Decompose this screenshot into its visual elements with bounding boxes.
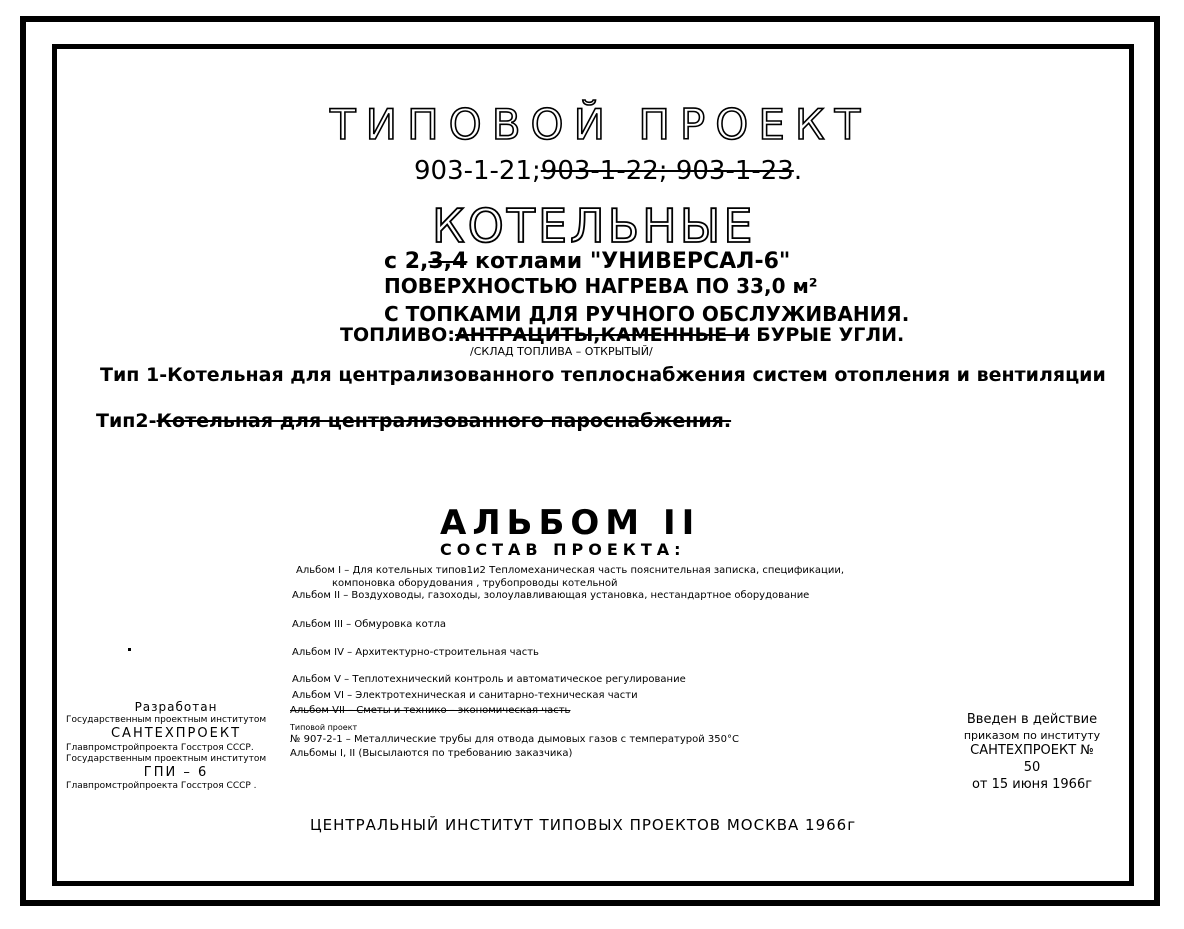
developer-line: Государственным проектным институтом (66, 753, 267, 764)
approval-block (962, 712, 1102, 794)
album-list-item: Альбом VII – Сметы и технико – экономическая часть (290, 705, 571, 716)
type-1-line: Тип 1-Котельная для централизованного теплоснабжения систем отопления и вентиляции (100, 364, 1106, 386)
developer-line: Государственным проектным институтом (66, 715, 267, 725)
album-list-item: Альбомы I, II (Высылаются по требованию заказчика) (290, 748, 573, 759)
album-list-item: Альбом VI – Электротехническая и санитарно-техническая части (292, 690, 638, 701)
album-list-item: Альбом I – Для котельных типов1и2 Тепломеханическая часть пояснительная записка, спецификации, (296, 565, 845, 576)
album-list-item: Альбом III – Обмуровка котла (292, 619, 447, 630)
album-list-item: компоновка оборудования , трубопроводы котельной (332, 578, 618, 589)
fuel-line (340, 326, 904, 345)
storage-note: /СКЛАД ТОПЛИВА – ОТКРЫТЫЙ/ (470, 345, 653, 358)
album-list-item: Типовой проект (290, 723, 358, 732)
boiler-line-post: котлами "УНИВЕРСАЛ-6" (467, 249, 791, 274)
type-2-struck: Котельная для централизованного пароснабжения. (156, 410, 732, 432)
album-list-item: Альбом V – Теплотехнический контроль и автоматическое регулирование (292, 674, 686, 685)
album-heading: АЛЬБОМ II (440, 503, 701, 543)
heating-surface-line: ПОВЕРХНОСТЬЮ НАГРЕВА ПО 33,0 м² (384, 274, 818, 298)
project-codes (414, 158, 802, 184)
struck-codes: 903-1-22; 903-1-23 (540, 156, 794, 186)
type-2-pre: Тип2- (96, 410, 157, 432)
approval-line: Введен в действие (966, 712, 1098, 727)
album-list-item: Альбом II – Воздуховоды, газоходы, золоулавливающая установка, нестандартное оборудование (292, 590, 810, 601)
fuel-line-struck: АНТРАЦИТЫ,КАМЕННЫЕ И (454, 324, 750, 346)
developer-institute-2: ГПИ – 6 (143, 765, 209, 780)
codes-end: . (793, 156, 803, 186)
boiler-line (384, 251, 790, 273)
album-list-item: № 907-2-1 – Металлические трубы для отвода дымовых газов с температурой 350°С (290, 734, 739, 745)
boiler-line-pre: с 2, (384, 249, 429, 274)
developer-head: Разработан (134, 700, 218, 714)
album-list-item: Альбом IV – Архитектурно-строительная часть (292, 647, 539, 658)
composition-heading: СОСТАВ ПРОЕКТА: (440, 540, 686, 559)
type-2-line (96, 412, 731, 431)
approval-order: САНТЕХПРОЕКТ № 50 (970, 743, 1094, 776)
footer-institute: ЦЕНТРАЛЬНЫЙ ИНСТИТУТ ТИПОВЫХ ПРОЕКТОВ МОСКВА 1966г (310, 816, 857, 834)
developer-institute: САНТЕХПРОЕКТ (110, 726, 242, 742)
ink-dot (128, 648, 131, 651)
fuel-line-post: БУРЫЕ УГЛИ. (749, 324, 905, 346)
fuel-line-pre: ТОПЛИВО: (340, 324, 455, 346)
project-name: КОТЕЛЬНЫЕ (432, 199, 756, 253)
developer-line: Главпромстройпроекта Госстроя СССР. (66, 742, 254, 753)
document-title: ТИПОВОЙ ПРОЕКТ (330, 100, 871, 149)
approval-line: приказом по институту (963, 728, 1101, 742)
developer-line: Главпромстройпроекта Госстроя СССР . (66, 781, 257, 792)
active-code: 903-1-21; (414, 156, 541, 186)
furnace-line: С ТОПКАМИ ДЛЯ РУЧНОГО ОБСЛУЖИВАНИЯ. (384, 302, 910, 326)
developer-block (66, 700, 286, 793)
boiler-line-struck: 3,4 (428, 249, 468, 274)
approval-date: от 15 июня 1966г (971, 776, 1093, 792)
